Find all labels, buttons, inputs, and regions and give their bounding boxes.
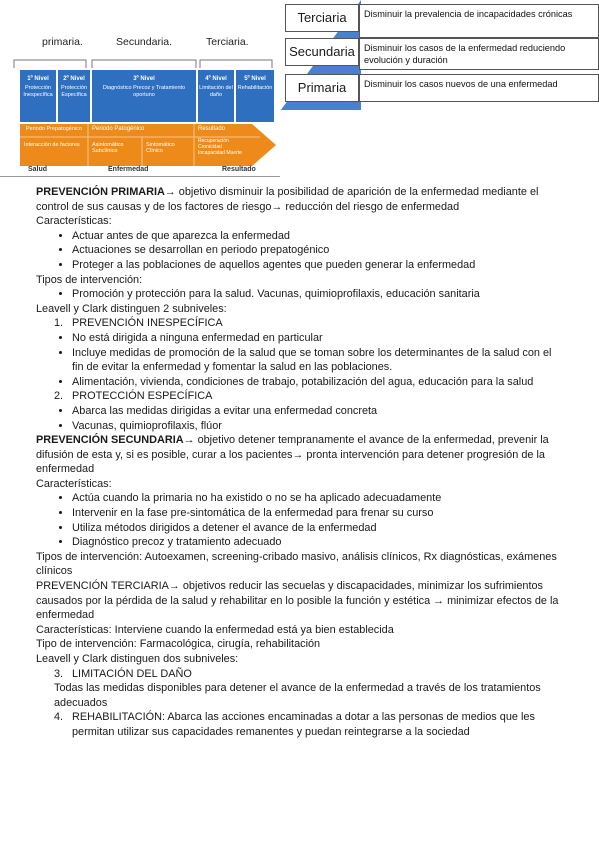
header-terciaria: Terciaria.: [206, 36, 249, 48]
list-item: • Vacunas, quimioprofilaxis, flúor: [72, 419, 564, 434]
item-number: 4.: [54, 711, 64, 724]
pyramid-label-terciaria: Terciaria: [285, 4, 359, 32]
item-text: LIMITACIÓN DEL DAÑO: [72, 667, 192, 680]
level-brackets: [0, 48, 280, 72]
numbered-item-2: [36, 389, 564, 404]
list-especifica: [36, 404, 564, 433]
numbered-item-4: [36, 710, 564, 739]
list-item: • No está dirigida a ninguna enfermedad en particular: [72, 331, 564, 346]
label-characteristics: Características:: [36, 477, 112, 490]
primary-objective: objetivo disminuir la posibilidad de aparición de la enfermedad mediante el control de sus causas y de los factores de riesgo→ reducción del riesgo de enfermedad: [36, 186, 539, 213]
label-intervention-types-secondary: Tipos de intervención: Autoexamen, screening-cribado masivo, análisis clínicos, Rx diagnósticas, exámenes clínicos: [36, 550, 557, 578]
item-text: PROTECCIÓN ESPECÍFICA: [72, 390, 213, 403]
label-salud: Salud: [28, 166, 48, 173]
phase-outcomes: Recuperación Cronicidad Incapacidad Muerte: [198, 138, 242, 156]
level-box-title: 4º Nivel: [205, 76, 227, 82]
header-secundaria: Secundaria.: [116, 36, 173, 48]
paragraph-primary: [36, 185, 564, 214]
pyramid-desc-terciaria: Disminuir la prevalencia de incapacidades crónicas: [359, 4, 599, 38]
level-box-1: [20, 70, 56, 122]
list-item: • Alimentación, vivienda, condiciones de trabajo, potabilización del agua, educación para la salud: [72, 375, 564, 390]
item-number: 2.: [54, 390, 64, 403]
diagram-divider: [0, 176, 280, 177]
item-number: 3.: [54, 667, 64, 680]
secondary-objective: objetivo detener tempranamente el avance de la enfermedad, prevenir la difusión de esta y, si es posible, curar a los pacientes→ pronta intervención para detener progresión de la enfermedad: [36, 434, 549, 476]
list-item: • Utiliza métodos dirigidos a detener el avance de la enfermedad: [72, 521, 564, 536]
list-interventions-primary: [36, 287, 564, 302]
pyramid-label-secundaria: Secundaria: [285, 38, 359, 66]
list-item: • Diagnóstico precoz y tratamiento adecuado: [72, 535, 564, 550]
level-box-text: Rehabilitación: [237, 85, 273, 91]
level-box-text: Protección Específica: [61, 85, 87, 98]
paragraph-tertiary: PREVENCIÓN TERCIARIA→ objetivos reducir las secuelas y discapacidades, minimizar los sufrimientos causados por la pérdida de la salud y rehabilitar en lo posible la función y estética → minimizar efectos de la enfermedad: [36, 580, 559, 622]
level-box-title: 1º Nivel: [27, 76, 49, 82]
level-box-4: [198, 70, 234, 122]
level-box-2: [58, 70, 90, 122]
list-characteristics-secondary: [36, 491, 564, 549]
label-characteristics: Características:: [36, 215, 112, 228]
item-text: PREVENCIÓN INESPECÍFICA: [72, 317, 223, 330]
level-box-3: [92, 70, 196, 122]
prevention-levels-diagram: [0, 0, 280, 180]
phase-asymptomatic: Asintomático Subclínico: [92, 142, 124, 154]
pyramid-label-primaria: Primaria: [285, 74, 359, 102]
characteristics-tertiary: Características: Interviene cuando la enfermedad está ya bien establecida: [36, 623, 394, 636]
item-text: REHABILITACIÓN: Abarca las acciones encaminadas a dotar a las personas de medios que les permitan utilizar sus capacidades remanentes y puedan reintegrarse a la sociedad: [72, 711, 535, 738]
leavell-clark-note: Leavell y Clark distinguen 2 subniveles:: [36, 302, 227, 315]
list-item: • Promoción y protección para la salud. Vacunas, quimioprofilaxis, educación sanitaria: [72, 287, 564, 302]
pyramid-desc-secundaria: Disminuir los casos de la enfermedad reduciendo evolución y duración: [359, 38, 599, 70]
level-box-text: Protección Inespecífica: [23, 85, 53, 98]
header-primaria: primaria.: [42, 36, 83, 48]
list-item: • Incluye medidas de promoción de la salud que se toman sobre los determinantes de la salud con el fin de evitar la enfermedad y fomentar la salud en las poblaciones.: [72, 346, 564, 375]
level-box-title: 2º Nivel: [63, 76, 85, 82]
heading-prevencion-secundaria: PREVENCIÓN SECUNDARIA→: [36, 434, 195, 447]
level-box-text: Limitación del daño: [199, 85, 233, 98]
document-body: [36, 185, 564, 740]
paragraph-secondary: [36, 433, 564, 477]
level-box-title: 5º Nivel: [244, 76, 266, 82]
period-result: Resultado: [198, 126, 226, 132]
list-item: • Actúa cuando la primaria no ha existido o no se ha aplicado adecuadamente: [72, 491, 564, 506]
level-box-text: Diagnóstico Precoz y Tratamiento oportuno: [102, 85, 186, 98]
list-inespecifica: [36, 331, 564, 389]
label-enfermedad: Enfermedad: [108, 166, 149, 173]
leavell-clark-note-2: Leavell y Clark distinguen dos subniveles:: [36, 653, 239, 665]
level-box-title: 3º Nivel: [133, 76, 155, 82]
level-box-5: [236, 70, 274, 122]
period-prepatogenic: Periodo Prepatogénico: [26, 126, 82, 132]
numbered-item-3: [36, 667, 564, 682]
heading-prevencion-primaria: PREVENCIÓN PRIMARIA→: [36, 186, 176, 198]
item-number: 1.: [54, 317, 64, 330]
phase-symptomatic: Sintomático Clínico: [146, 142, 175, 154]
list-item: • Proteger a las poblaciones de aquellos agentes que pueden generar la enfermedad: [72, 258, 564, 273]
phase-interaction: Interacción de factores: [24, 142, 80, 148]
label-resultado: Resultado: [222, 166, 256, 173]
list-item: • Abarca las medidas dirigidas a evitar una enfermedad concreta: [72, 404, 564, 419]
limitacion-description: Todas las medidas disponibles para detener el avance de la enfermedad a través de los tratamientos adecuados: [54, 682, 541, 709]
intervention-type-tertiary: Tipo de intervención: Farmacológica, cirugía, rehabilitación: [36, 638, 321, 651]
label-intervention-types: Tipos de intervención:: [36, 273, 143, 286]
list-item: • Actuar antes de que aparezca la enfermedad: [72, 229, 564, 244]
pyramid-desc-primaria: Disminuir los casos nuevos de una enfermedad: [359, 74, 599, 102]
list-item: • Intervenir en la fase pre-sintomática de la enfermedad para frenar su curso: [72, 506, 564, 521]
numbered-item-1: [36, 316, 564, 331]
list-item: • Actuaciones se desarrollan en periodo prepatogénico: [72, 243, 564, 258]
list-characteristics-primary: [36, 229, 564, 273]
period-patogenic: Periodo Patogénico: [92, 126, 145, 132]
prevention-pyramid: [275, 0, 599, 110]
